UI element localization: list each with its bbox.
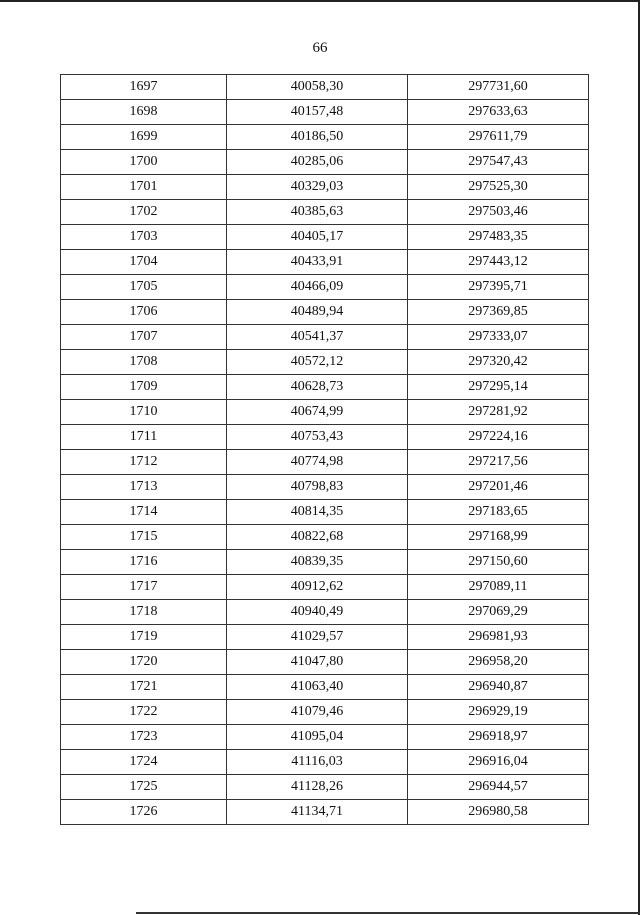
x-coordinate-cell: 40405,17: [227, 225, 408, 250]
point-number-cell: 1706: [61, 300, 227, 325]
y-coordinate-cell: 296918,97: [408, 725, 589, 750]
x-coordinate-cell: 41128,26: [227, 775, 408, 800]
table-row: [61, 300, 589, 325]
table-row: [61, 250, 589, 275]
x-coordinate-cell: 40628,73: [227, 375, 408, 400]
point-number-cell: 1726: [61, 800, 227, 825]
table-row: [61, 525, 589, 550]
table-row: [61, 625, 589, 650]
table-row: [61, 600, 589, 625]
table-row: [61, 775, 589, 800]
y-coordinate-cell: 297089,11: [408, 575, 589, 600]
y-coordinate-cell: 297731,60: [408, 75, 589, 100]
y-coordinate-cell: 297443,12: [408, 250, 589, 275]
y-coordinate-cell: 297224,16: [408, 425, 589, 450]
table-row: [61, 200, 589, 225]
x-coordinate-cell: 40466,09: [227, 275, 408, 300]
point-number-cell: 1698: [61, 100, 227, 125]
x-coordinate-cell: 40839,35: [227, 550, 408, 575]
x-coordinate-cell: 40385,63: [227, 200, 408, 225]
y-coordinate-cell: 297069,29: [408, 600, 589, 625]
table-row: [61, 325, 589, 350]
y-coordinate-cell: 296981,93: [408, 625, 589, 650]
x-coordinate-cell: 40157,48: [227, 100, 408, 125]
point-number-cell: 1721: [61, 675, 227, 700]
point-number-cell: 1718: [61, 600, 227, 625]
x-coordinate-cell: 40798,83: [227, 475, 408, 500]
table-row: [61, 400, 589, 425]
point-number-cell: 1702: [61, 200, 227, 225]
x-coordinate-cell: 40814,35: [227, 500, 408, 525]
x-coordinate-cell: 41079,46: [227, 700, 408, 725]
y-coordinate-cell: 297395,71: [408, 275, 589, 300]
y-coordinate-cell: 297547,43: [408, 150, 589, 175]
point-number-cell: 1711: [61, 425, 227, 450]
y-coordinate-cell: 297525,30: [408, 175, 589, 200]
point-number-cell: 1701: [61, 175, 227, 200]
table-row: [61, 175, 589, 200]
x-coordinate-cell: 41116,03: [227, 750, 408, 775]
x-coordinate-cell: 41134,71: [227, 800, 408, 825]
x-coordinate-cell: 41063,40: [227, 675, 408, 700]
coordinates-table: [60, 74, 589, 825]
x-coordinate-cell: 40822,68: [227, 525, 408, 550]
y-coordinate-cell: 297633,63: [408, 100, 589, 125]
y-coordinate-cell: 297369,85: [408, 300, 589, 325]
y-coordinate-cell: 297483,35: [408, 225, 589, 250]
point-number-cell: 1716: [61, 550, 227, 575]
table-row: [61, 800, 589, 825]
y-coordinate-cell: 297295,14: [408, 375, 589, 400]
point-number-cell: 1707: [61, 325, 227, 350]
table-row: [61, 275, 589, 300]
point-number-cell: 1724: [61, 750, 227, 775]
table-row: [61, 550, 589, 575]
table-row: [61, 425, 589, 450]
point-number-cell: 1697: [61, 75, 227, 100]
y-coordinate-cell: 296929,19: [408, 700, 589, 725]
table-row: [61, 450, 589, 475]
point-number-cell: 1703: [61, 225, 227, 250]
point-number-cell: 1700: [61, 150, 227, 175]
point-number-cell: 1710: [61, 400, 227, 425]
y-coordinate-cell: 297168,99: [408, 525, 589, 550]
x-coordinate-cell: 40489,94: [227, 300, 408, 325]
y-coordinate-cell: 296940,87: [408, 675, 589, 700]
table-row: [61, 225, 589, 250]
point-number-cell: 1708: [61, 350, 227, 375]
table-row: [61, 75, 589, 100]
table-row: [61, 100, 589, 125]
table-row: [61, 500, 589, 525]
point-number-cell: 1717: [61, 575, 227, 600]
table-row: [61, 725, 589, 750]
table-row: [61, 125, 589, 150]
y-coordinate-cell: 297281,92: [408, 400, 589, 425]
point-number-cell: 1714: [61, 500, 227, 525]
x-coordinate-cell: 40674,99: [227, 400, 408, 425]
point-number-cell: 1720: [61, 650, 227, 675]
y-coordinate-cell: 297503,46: [408, 200, 589, 225]
point-number-cell: 1709: [61, 375, 227, 400]
x-coordinate-cell: 40753,43: [227, 425, 408, 450]
x-coordinate-cell: 40329,03: [227, 175, 408, 200]
x-coordinate-cell: 41095,04: [227, 725, 408, 750]
table-row: [61, 375, 589, 400]
table-row: [61, 750, 589, 775]
coordinates-table-body: [61, 75, 589, 825]
scan-border-bottom: [136, 912, 640, 914]
page-number: 66: [312, 40, 328, 56]
x-coordinate-cell: 40774,98: [227, 450, 408, 475]
x-coordinate-cell: 40058,30: [227, 75, 408, 100]
x-coordinate-cell: 41029,57: [227, 625, 408, 650]
point-number-cell: 1705: [61, 275, 227, 300]
x-coordinate-cell: 40433,91: [227, 250, 408, 275]
x-coordinate-cell: 40541,37: [227, 325, 408, 350]
x-coordinate-cell: 40572,12: [227, 350, 408, 375]
point-number-cell: 1725: [61, 775, 227, 800]
table-row: [61, 650, 589, 675]
y-coordinate-cell: 297611,79: [408, 125, 589, 150]
y-coordinate-cell: 297217,56: [408, 450, 589, 475]
y-coordinate-cell: 296958,20: [408, 650, 589, 675]
x-coordinate-cell: 40940,49: [227, 600, 408, 625]
point-number-cell: 1704: [61, 250, 227, 275]
point-number-cell: 1715: [61, 525, 227, 550]
y-coordinate-cell: 297333,07: [408, 325, 589, 350]
y-coordinate-cell: 296980,58: [408, 800, 589, 825]
scan-border-top: [0, 0, 640, 2]
point-number-cell: 1723: [61, 725, 227, 750]
x-coordinate-cell: 40186,50: [227, 125, 408, 150]
point-number-cell: 1722: [61, 700, 227, 725]
y-coordinate-cell: 297150,60: [408, 550, 589, 575]
y-coordinate-cell: 296944,57: [408, 775, 589, 800]
table-row: [61, 150, 589, 175]
y-coordinate-cell: 297183,65: [408, 500, 589, 525]
point-number-cell: 1719: [61, 625, 227, 650]
table-row: [61, 575, 589, 600]
point-number-cell: 1699: [61, 125, 227, 150]
table-row: [61, 475, 589, 500]
y-coordinate-cell: 297201,46: [408, 475, 589, 500]
point-number-cell: 1712: [61, 450, 227, 475]
table-row: [61, 350, 589, 375]
table-row: [61, 675, 589, 700]
x-coordinate-cell: 40912,62: [227, 575, 408, 600]
x-coordinate-cell: 41047,80: [227, 650, 408, 675]
y-coordinate-cell: 297320,42: [408, 350, 589, 375]
table-row: [61, 700, 589, 725]
x-coordinate-cell: 40285,06: [227, 150, 408, 175]
y-coordinate-cell: 296916,04: [408, 750, 589, 775]
point-number-cell: 1713: [61, 475, 227, 500]
